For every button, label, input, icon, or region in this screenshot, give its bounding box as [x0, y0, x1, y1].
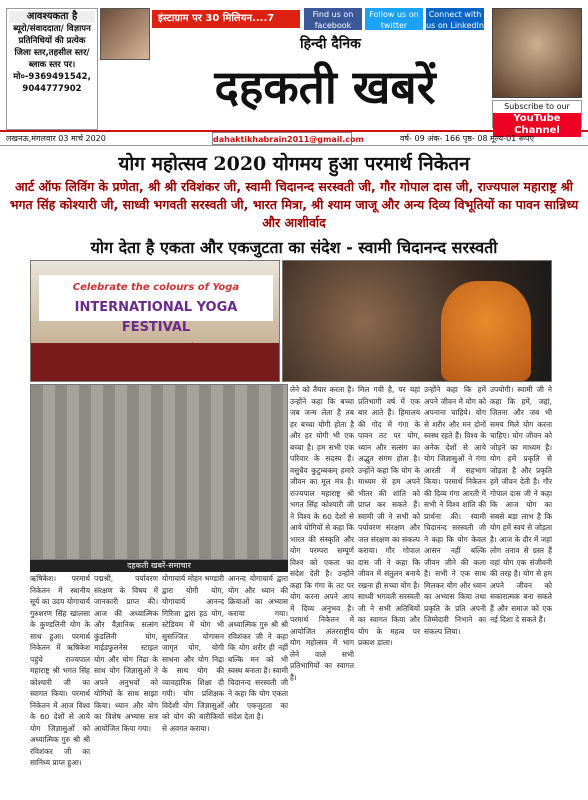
masthead-subtitle: हिन्दी दैनिक: [300, 36, 361, 52]
article-column-1: ऋषिकेश। परमार्थ निकेतन में स्थानीय सूर्य का उदय योगाचार्य गुरुशरण सिंह खालसा के कुण्डलिनी योग के साथ हुआ। परमार्थ निकेतन में ऋषिकेश पहुंचे राज्यपाल महाराष्ट्र श्री भगत सिंह कोश्यारी जी का स्वागत किया। परमार्थ निकेतन में आज विश्व के 60 देशों से आये योग जिज्ञासुओं को अध्यात्मिक गुरु श्री श्री रविशंकर जी का सानिध्य प्राप्त हुआ।: [30, 574, 90, 767]
facebook-link[interactable]: Find us on facebook: [304, 8, 362, 30]
photo-caption: दहकती खबरें-समाचार: [30, 560, 288, 572]
masthead: [0, 0, 588, 136]
promo-image: [492, 8, 582, 98]
issue-meta: वर्ष- 09 अंक- 166 पृष्ठ- 08 मूल्य-01 रूपए: [399, 134, 534, 143]
festival-banner: [39, 275, 273, 335]
twitter-link[interactable]: Follow us on twitter: [365, 8, 423, 30]
article-column-5: लेने को तैयार करता है। उन्होंने कहा कि बच्चा जब जन्म लेता है तब हर बच्चा योगी होता है और हर योगी भी एक बच्चा है। हम सभी एक परिवार के सदस्य हैं। वसुधैव कुटुम्बकम् हमारे जीवन का मूल मंत्र है। राज्यपाल महाराष्ट्र श्री भगत सिंह कोश्यारी जी ने विश्व के 60 देशों से आये योगियों से कहा कि भारत की संस्कृति और योग परम्परा सम्पूर्ण विश्व को एकता का संदेश देती है। उन्होंने कहा कि गंगा के तट पर योग करना अपने आप में दिव्य अनुभव है। परमार्थ निकेतन में आयोजित अंतरराष्ट्रीय योग महोत्सव में भाग लेने वाले सभी प्रतिभागियों का स्वागत है।: [290, 385, 354, 682]
youtube-subscribe[interactable]: [492, 100, 582, 136]
instagram-promo[interactable]: इंस्टाग्राम पर 30 मिलियन....7: [152, 10, 300, 28]
issue-date: लखनऊ,मंगलवार 03 मार्च 2020: [6, 134, 106, 143]
contact-email[interactable]: dahaktikhabrain2011@gmail.com: [212, 132, 352, 145]
article-column-7: उन्होंने कहा कि हमें अपने जीवन में योग को अपनाना चाहिये। योग से शरीर और मन दोनों स्वस्थ रहते हैं। विश्व के अनेक देशों से आये योग जिज्ञासुओं ने गंगा आरती में सहभाग किया। परमार्थ निकेतन की दिव्य गंगा आरती में सभी ने विश्व शांति की प्रार्थना की। स्वामी चिदानन्द सरस्वती जी ने कहा कि योग केवल आसन नहीं बल्कि जीवन जीने की कला है। सभी ने एक साथ मिलकर योग और ध्यान का अभ्यास किया तथा प्रकृति के प्रति अपनी जिम्मेदारी निभाने का संकल्प लिया।: [424, 385, 486, 636]
article-column-8: उपयोगी। स्वामी जी ने कहा कि हमें, जहां, जितना और जब भी समय मिले योग करना चाहिए। योग जीवन को जोड़ने का माध्यम है। योग हमें प्रकृति से जोड़ता है और प्रकृति हमें जीवन देती है। गौर गोपाल दास जी ने कहा कि आज योग का सबसे बड़ा लाभ है कि योग हमें स्वयं से जोड़ता है। आज के दौर में जहां लोग तनाव से ग्रस्त हैं वहां योग एक संजीवनी की तरह है। योग से हम अपने जीवन को सकारात्मक बना सकते हैं और समाज को एक नई दिशा दे सकते हैं।: [490, 385, 552, 624]
article-column-6: मिल गयी है, पर यहां प्रतिभागी वर्ष में एक बार आते हैं। हिमालय की गोद में गंगा के पावन तट पर योग, ध्यान और सत्संग का अद्भुत संगम होता है। उन्होंने कहा कि योग के माध्यम से हम अपने भीतर की शांति को प्राप्त कर सकते हैं। स्वामी जी ने सभी को पर्यावरण संरक्षण और जल संरक्षण का संकल्प कराया। गौर गोपाल दास जी ने कहा कि जीवन में संतुलन बनाये रखना ही सच्चा योग है। साध्वी भगवती सरस्वती जी ने सभी अतिथियों का स्वागत किया और योग के महत्व पर प्रकाश डाला।: [358, 385, 420, 647]
linkedin-link[interactable]: Connect with us on LinkedIn: [426, 10, 484, 30]
banner-tagline: Celebrate the colours of Yoga: [72, 282, 240, 293]
masthead-title: दहकती खबरें: [214, 60, 436, 114]
article-column-3: योगाचार्य मोहन भण्डारी द्वारा योगी योग, योगाचार्य आनन्द गिरिजा द्वारा हठ योग, स्टेडियम में योग भी सुसज्जित योगासन जागृत योग, योगी साधना और योग निद्रा के साथ योग की व्यावहारिक शिक्षा दी गयी। योग प्रशिक्षक विदेशी योग जिज्ञासुओं को योग की बारीकियों से अवगत कराया।: [162, 574, 224, 733]
celebrity-thumbnail: [100, 8, 150, 60]
saffron-robed-figure: [441, 281, 531, 381]
main-headline: योग महोत्सव 2020 योगमय हुआ परमार्थ निकेतन: [118, 153, 470, 175]
youtube-subscribe-text: Subscribe to our: [504, 102, 570, 111]
stage-area: [31, 343, 279, 381]
yoga-crowd-photo: [30, 384, 288, 560]
gurus-photo: [282, 260, 552, 382]
ad-phone: मो०-9369491542, 9044777902: [13, 72, 91, 94]
quote-headline: योग देता है एकता और एकजुटता का संदेश - स्वामी चिदानन्द सरस्वती: [90, 238, 498, 257]
banner-title: INTERNATIONAL YOGA FESTIVAL: [74, 300, 238, 335]
ad-text: ब्यूरो/संवाददाता/ विज्ञापन प्रतिनिधियों की प्रत्येक जिला स्तर,तहसील स्तर/ब्लाक स्तर पर।: [13, 24, 91, 70]
article-column-4: आनन्द योगाचार्य द्वारा योग और ध्यान की क्रियाओं का अभ्यास कराया गया। अध्यात्मिक गुरु श्री श्री रविशंकर जी ने कहा कि योग शरीर ही नहीं बल्कि मन को भी स्वस्थ बनाता है। स्वामी चिदानन्द सरस्वती जी ने कहा कि योग एकता और एकजुटता का संदेश देता है।: [228, 574, 288, 721]
festival-stage-photo: [30, 260, 280, 382]
recruitment-ad: [6, 8, 98, 130]
headline-deck: आर्ट ऑफ लिविंग के प्रणेता, श्री श्री रविशंकर जी, स्वामी चिदानन्द सरस्वती जी, गौर गोपाल दास जी, राज्यपाल महाराष्ट्र श्री भगत सिंह कोश्यारी जी, साध्वी भगवती सरस्वती जी, भारत मित्रा, श्री श्याम जाजू और अन्य दिव्य विभूतियों का पावन सान्निध्य और आशीर्वाद: [9, 179, 579, 230]
article-column-2: पद्मश्री, पर्यावरण संरक्षण के विषय में जानकारी प्राप्त की। आज की अध्यात्मिक और वैज्ञानिक सत्संग कुंडलिनी योग, माईडफुलनेस स्टाइल योग और योग निद्रा के साथ योग जिज्ञासुओं ने अपने अनुभवों को योगियों के साथ साझा किया। ध्यान और योग का विशेष अभ्यास सत्र आयोजित किया गया।: [94, 574, 158, 733]
social-links: [304, 8, 484, 30]
youtube-channel-label: YouTube Channel: [493, 113, 581, 137]
ad-heading: आवश्यकता है: [9, 11, 95, 23]
dateline: [0, 132, 588, 146]
